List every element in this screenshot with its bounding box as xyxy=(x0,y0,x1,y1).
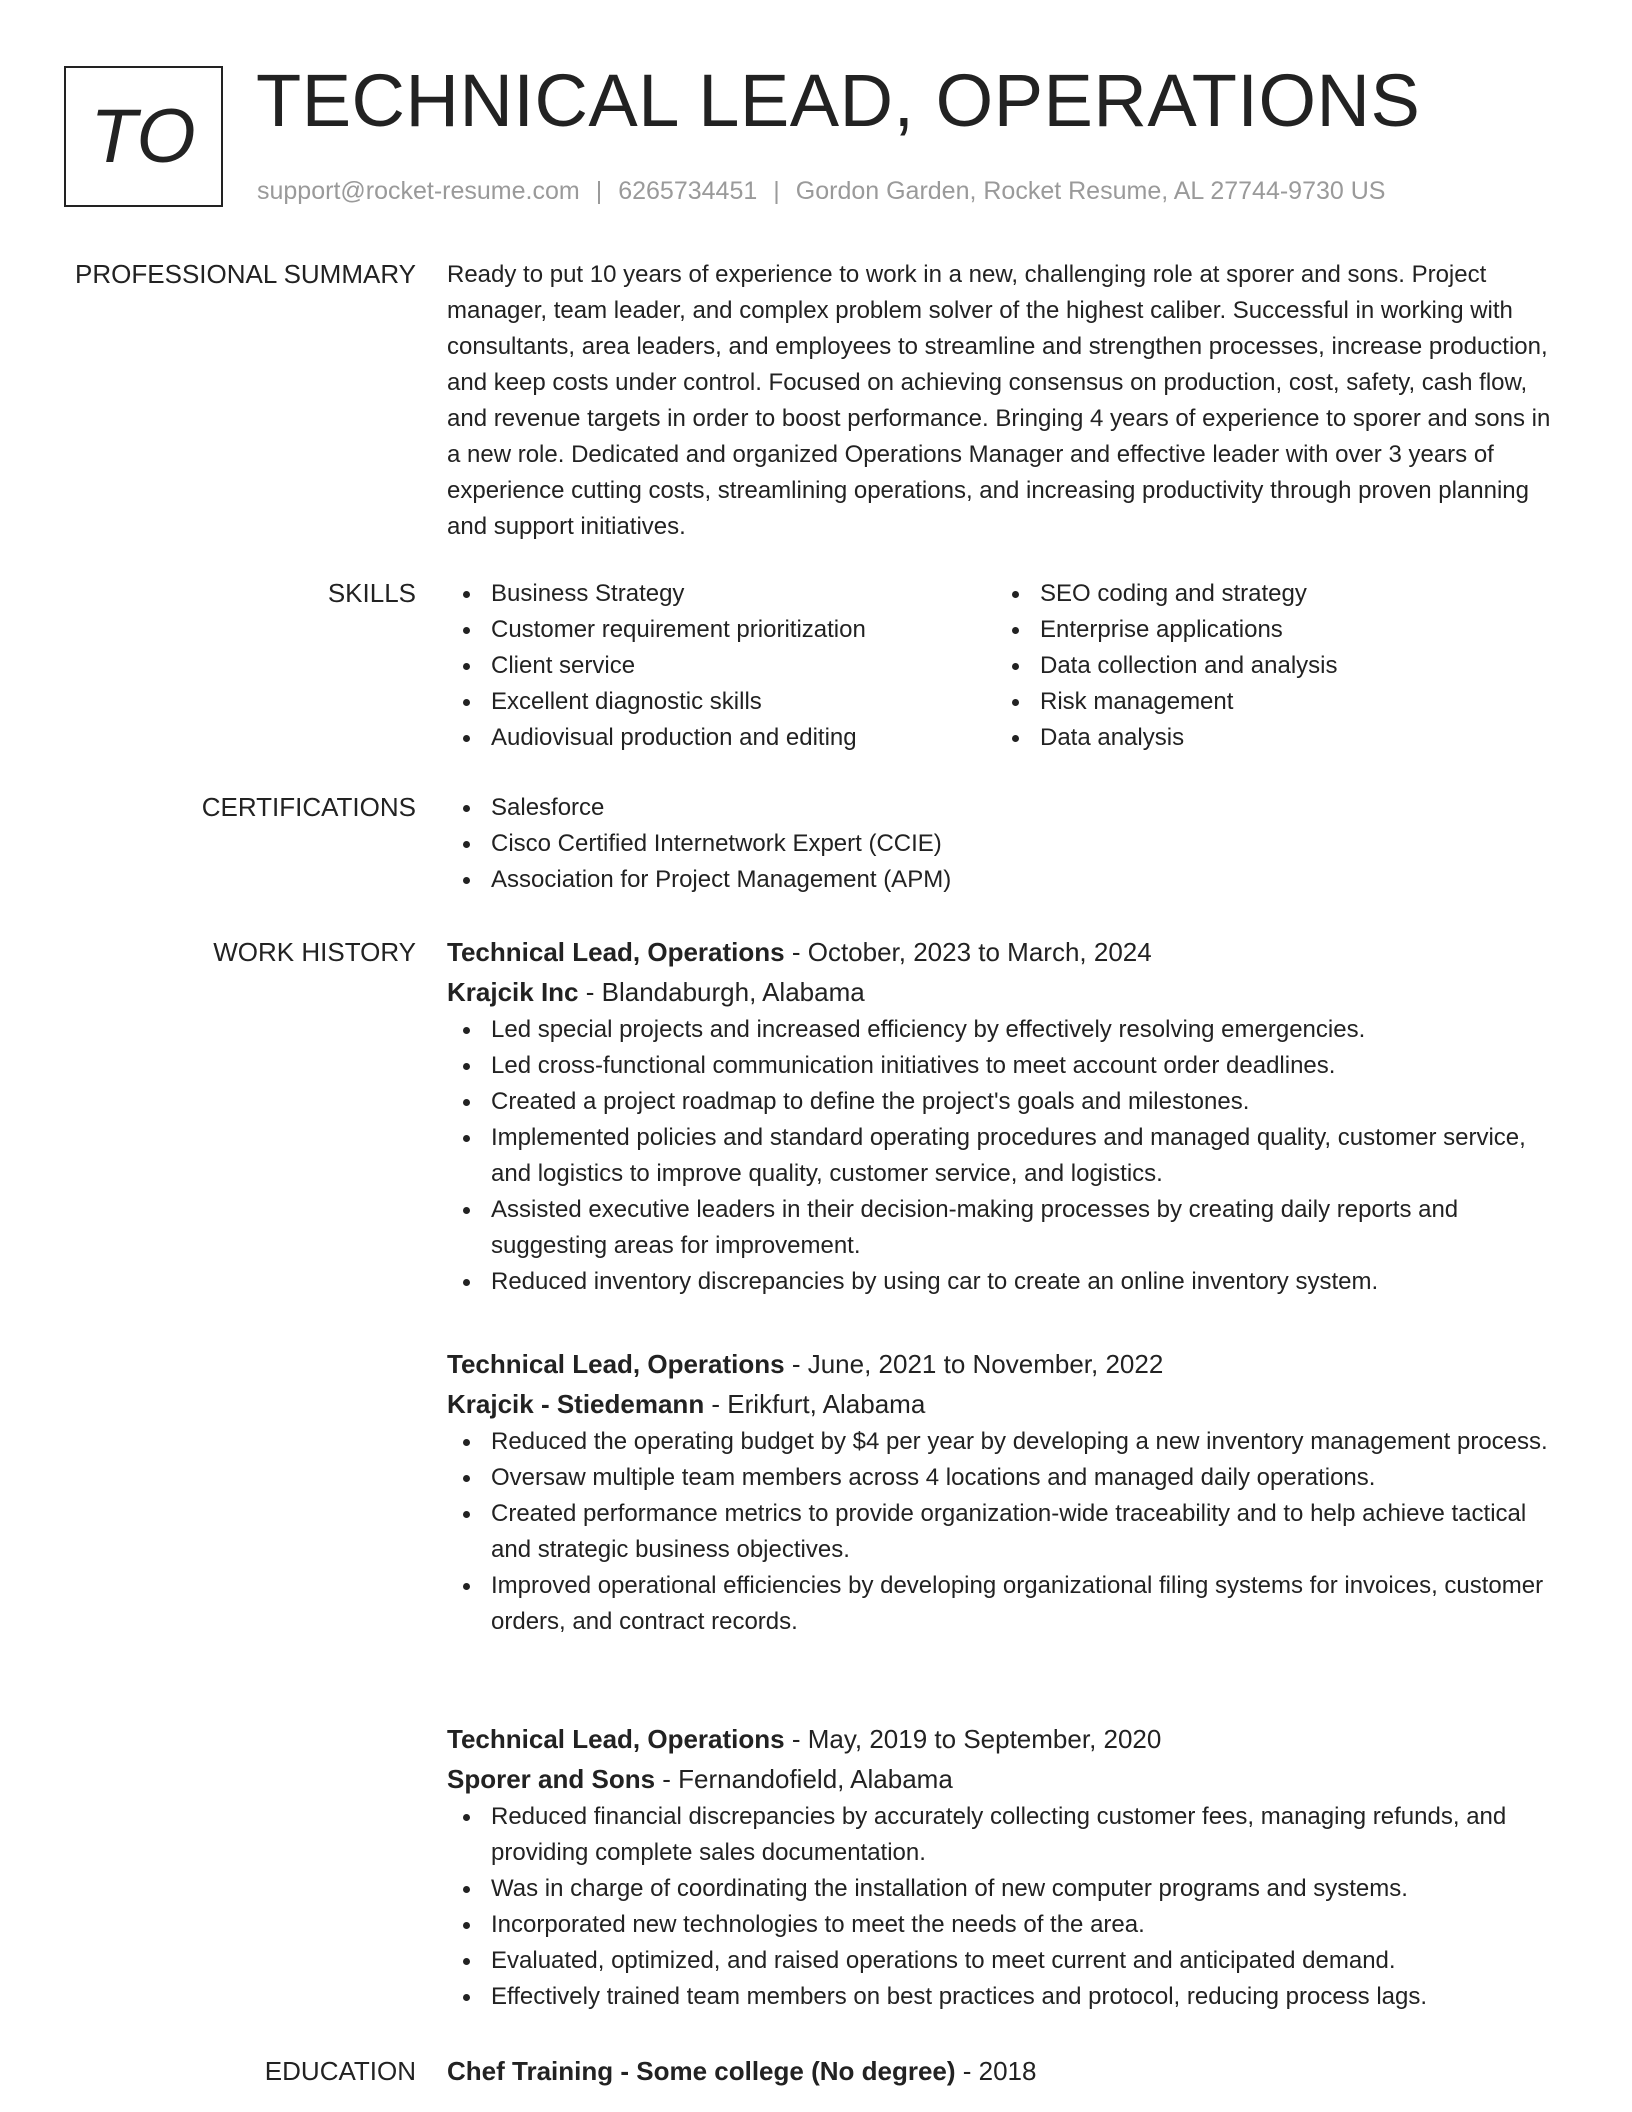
job-bullet: Reduced inventory discrepancies by using car to create an online inventory system. xyxy=(447,1264,1567,1300)
contact-separator: | xyxy=(773,177,780,205)
summary-block xyxy=(447,257,1567,545)
job-bullet: Led special projects and increased efficiency by effectively resolving emergencies. xyxy=(447,1012,1567,1048)
contact-address: Gordon Garden, Rocket Resume, AL 27744-9730 US xyxy=(795,177,1386,205)
job-bullet: Implemented policies and standard operating procedures and managed quality, customer service, and logistics to improve quality, customer service, and logistics. xyxy=(447,1120,1567,1192)
job-bullet: Evaluated, optimized, and raised operations to meet current and anticipated demand. xyxy=(447,1943,1567,1979)
job-bullet: Was in charge of coordinating the installation of new computer programs and systems. xyxy=(447,1871,1567,1907)
certification-item: Association for Project Management (APM) xyxy=(447,862,1567,898)
job-title: Technical Lead, Operations xyxy=(447,937,785,967)
job-bullet: Effectively trained team members on best practices and protocol, reducing process lags. xyxy=(447,1979,1567,2015)
section-label-summary: PROFESSIONAL SUMMARY xyxy=(75,259,416,289)
job-bullets xyxy=(447,1012,1567,1300)
section-label-certifications: CERTIFICATIONS xyxy=(201,792,416,822)
skill-item: Risk management xyxy=(996,684,1516,720)
job-location: - Erikfurt, Alabama xyxy=(704,1389,926,1419)
job-bullet: Improved operational efficiencies by developing organizational filing systems for invoices, customer orders, and contract records. xyxy=(447,1568,1567,1640)
job-title: Technical Lead, Operations xyxy=(447,1349,785,1379)
job-company: Krajcik Inc xyxy=(447,977,579,1007)
job-dates: - June, 2021 to November, 2022 xyxy=(784,1349,1164,1379)
skill-item: SEO coding and strategy xyxy=(996,576,1516,612)
job-entry xyxy=(447,1344,1567,1640)
job-bullet: Reduced financial discrepancies by accurately collecting customer fees, managing refunds, and providing complete sales documentation. xyxy=(447,1799,1567,1871)
job-company-line xyxy=(447,1759,1567,1799)
job-bullet: Led cross-functional communication initiatives to meet account order deadlines. xyxy=(447,1048,1567,1084)
skill-item: Client service xyxy=(447,648,996,684)
job-title-line xyxy=(447,1344,1567,1384)
section-label-skills: SKILLS xyxy=(327,578,416,608)
certifications-list xyxy=(447,790,1567,898)
job-bullets xyxy=(447,1799,1567,2015)
job-company-line xyxy=(447,1384,1567,1424)
skill-item: Data collection and analysis xyxy=(996,648,1516,684)
skill-item: Customer requirement prioritization xyxy=(447,612,996,648)
section-label-education: EDUCATION xyxy=(264,2056,416,2086)
monogram-box: TO xyxy=(64,66,223,207)
job-title-line xyxy=(447,1719,1567,1759)
skill-item: Audiovisual production and editing xyxy=(447,720,996,756)
skills-block xyxy=(447,576,1567,756)
education-degree: Chef Training - Some college (No degree) xyxy=(447,2056,956,2086)
section-label-work-history: WORK HISTORY xyxy=(213,937,416,967)
education-block xyxy=(447,2051,1567,2091)
summary-text: Ready to put 10 years of experience to work in a new, challenging role at sporer and sons. Project manager, team leader, and complex problem solver of the highest caliber. Successful in working with consultants, area leaders, and employees to streamline and strengthen processes, increase production, and keep costs under control. Focused on achieving consensus on production, cost, safety, cash flow, and revenue targets in order to boost performance. Bringing 4 years of experience to sporer and sons in a new role. Dedicated and organized Operations Manager and effective leader with over 3 years of experience cutting costs, streamlining operations, and increasing productivity through proven planning and support initiatives. xyxy=(447,261,1551,540)
job-location: - Fernandofield, Alabama xyxy=(655,1764,953,1794)
skill-item: Enterprise applications xyxy=(996,612,1516,648)
job-bullet: Assisted executive leaders in their decision-making processes by creating daily reports and suggesting areas for improvement. xyxy=(447,1192,1567,1264)
contact-line xyxy=(257,175,1385,207)
job-company: Sporer and Sons xyxy=(447,1764,656,1794)
job-bullets xyxy=(447,1424,1567,1640)
education-line xyxy=(447,2051,1567,2091)
certification-item: Salesforce xyxy=(447,790,1567,826)
job-entry xyxy=(447,932,1567,1300)
job-bullet: Created a project roadmap to define the project's goals and milestones. xyxy=(447,1084,1567,1120)
job-title-line xyxy=(447,932,1567,972)
skill-item: Data analysis xyxy=(996,720,1516,756)
education-year: - 2018 xyxy=(955,2056,1037,2086)
certification-item: Cisco Certified Internetwork Expert (CCIE) xyxy=(447,826,1567,862)
job-location: - Blandaburgh, Alabama xyxy=(578,977,865,1007)
skill-item: Business Strategy xyxy=(447,576,996,612)
skills-list-left xyxy=(447,576,996,756)
skills-list-right xyxy=(996,576,1516,756)
resume-title: TECHNICAL LEAD, OPERATIONS xyxy=(256,59,1421,142)
skill-item: Excellent diagnostic skills xyxy=(447,684,996,720)
contact-phone: 6265734451 xyxy=(618,177,758,205)
job-bullet: Incorporated new technologies to meet the needs of the area. xyxy=(447,1907,1567,1943)
job-company-line xyxy=(447,972,1567,1012)
job-bullet: Created performance metrics to provide organization-wide traceability and to help achieve tactical and strategic business objectives. xyxy=(447,1496,1567,1568)
contact-separator: | xyxy=(595,177,603,205)
job-title: Technical Lead, Operations xyxy=(447,1724,785,1754)
job-dates: - October, 2023 to March, 2024 xyxy=(784,937,1152,967)
job-bullet: Oversaw multiple team members across 4 locations and managed daily operations. xyxy=(447,1460,1567,1496)
certifications-block xyxy=(447,790,1567,898)
job-bullet: Reduced the operating budget by $4 per year by developing a new inventory management process. xyxy=(447,1424,1567,1460)
contact-email: support@rocket-resume.com xyxy=(257,177,580,205)
job-dates: - May, 2019 to September, 2020 xyxy=(784,1724,1162,1754)
job-entry xyxy=(447,1719,1567,2015)
job-company: Krajcik - Stiedemann xyxy=(447,1389,705,1419)
